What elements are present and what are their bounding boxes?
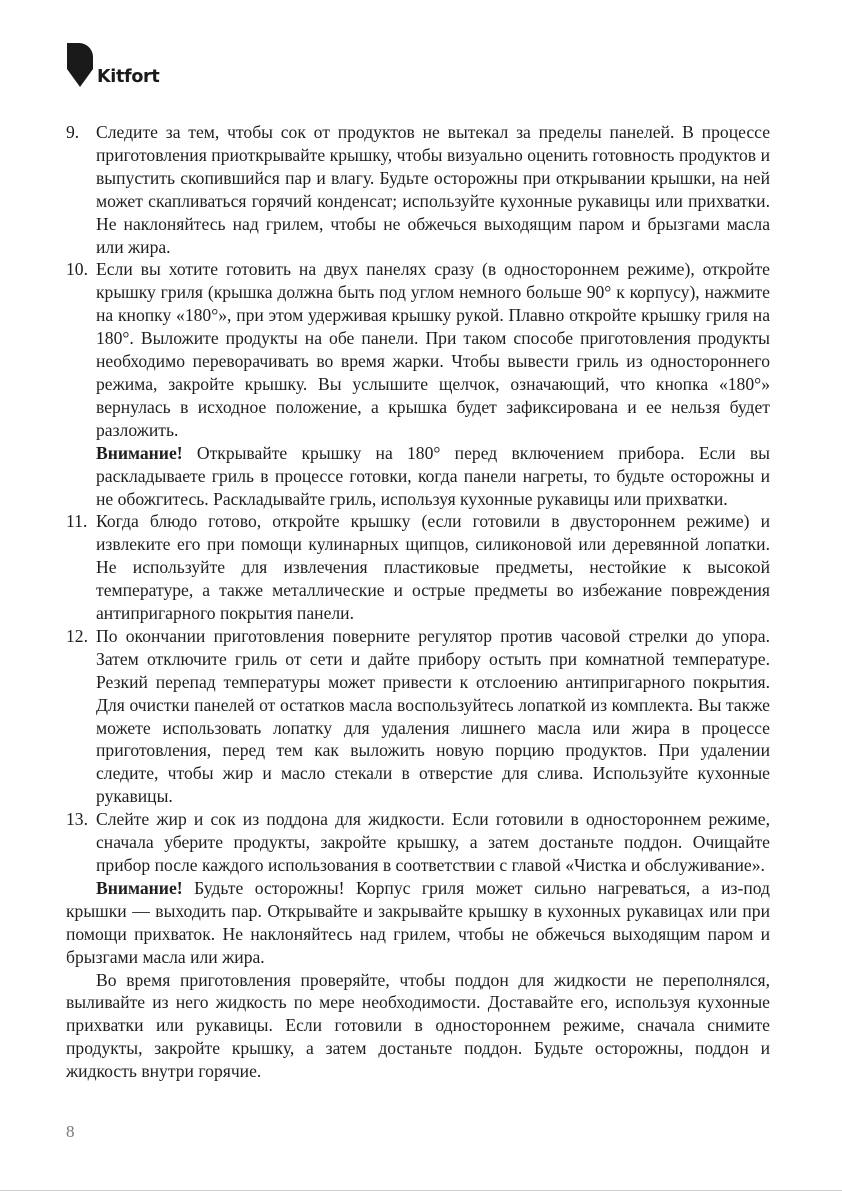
brand-name: Kitfort: [97, 67, 160, 87]
warning-note: [66, 877, 770, 969]
list-item: [66, 258, 770, 441]
brand-logo: [67, 43, 177, 91]
item-text: Когда блюдо готово, откройте крышку (если готовили в двустороннем режиме) и извлеките его при помощи кулинарных щипцов, силиконовой или деревянной лопатки. Не используйте для извлечения пластиковые предметы, нестойкие к высокой температуре, а также металлические и острые предметы во избежание повреждения антипригарного покрытия панели.: [96, 511, 770, 624]
item-text: Следите за тем, чтобы сок от продуктов не вытекал за пределы панелей. В процессе приготовления приоткрывайте крышку, чтобы визуально оценить готовность продуктов и выпустить скопившийся пар и влагу. Будьте осторожны при открывании крышки, на ней может скапливаться горячий конденсат; используйте кухонные рукавицы или прихватки. Не наклоняйтесь над грилем, чтобы не обжечься выходящим паром и брызгами масла или жира.: [96, 122, 770, 257]
page-bottom-divider: [0, 1190, 842, 1191]
warning-text: Открывайте крышку на 180° перед включением прибора. Если вы раскладываете гриль в процессе готовки, когда панели нагреты, то будьте осторожны и не обожгитесь. Раскладывайте гриль, используя кухонные рукавицы или прихватки.: [96, 442, 770, 509]
list-item: [66, 808, 770, 877]
item-number: 10.: [66, 259, 88, 280]
kitfort-logo-icon: [67, 43, 93, 87]
item-number: 13.: [66, 809, 88, 830]
page-number: 8: [66, 1122, 75, 1141]
item-number: 11.: [66, 511, 88, 532]
item-text: Если вы хотите готовить на двух панелях сразу (в одностороннем режиме), откройте крышку гриля (крышка должна быть под углом немного больше 90° к корпусу), нажмите на кнопку «180°», при этом удерживая крышку рукой. Плавно откройте крышку гриля на 180°. Выложите продукты на обе панели. При таком способе приготовления продукты необходимо переворачивать во время жарки. Чтобы вывести гриль из одностороннего режима, закройте крышку. Вы услышите щелчок, означающий, что кнопка «180°» вернулась в исходное положение, а крышка будет зафиксирована и ее нельзя будет разложить.: [96, 259, 770, 440]
item-number: 12.: [66, 625, 88, 646]
final-paragraph: Во время приготовления проверяйте, чтобы поддон для жидкости не переполнялся, выливайте из него жидкость по мере необходимости. Доставайте его, используя кухонные прихватки или рукавицы. Если готовили в одностороннем режиме, сначала снимите продукты, закройте крышку, а затем достаньте поддон. Будьте осторожны, поддон и жидкость внутри горячие.: [66, 969, 770, 1082]
warning-note: [96, 442, 770, 511]
warning-text: Будьте осторожны! Корпус гриля может сильно нагреваться, а из-под крышки — выходить пар. Открывайте и закрывайте крышку в кухонных рукавицах или при помощи прихваток. Не наклоняйтесь над грилем, чтобы не обжечься выходящим паром и брызгами масла или жира.: [66, 877, 770, 967]
item-text: Слейте жир и сок из поддона для жидкости. Если готовили в одностороннем режиме, сначала уберите продукты, закройте крышку, а затем достаньте поддон. Очищайте прибор после каждого использования в соответствии с главой «Чистка и обслуживание».: [96, 809, 770, 875]
item-number: 9.: [66, 122, 80, 142]
warning-label: Внимание!: [96, 442, 183, 463]
list-item: [66, 510, 770, 625]
item-text: По окончании приготовления поверните регулятор против часовой стрелки до упора. Затем отключите гриль от сети и дайте прибору остыть при комнатной температуре. Резкий перепад температуры может привести к отслоению антипригарного покрытия. Для очистки панелей от остатков масла воспользуйтесь лопаткой из комплекта. Вы также можете использовать лопатку для удаления лишнего масла или жира в процессе приготовления, перед тем как выложить новую порцию продуктов. При удалении следите, чтобы жир и масло стекали в отверстие для слива. Используйте кухонные рукавицы.: [96, 625, 770, 807]
list-item: [66, 121, 770, 258]
list-item: [66, 625, 770, 808]
warning-label: Внимание!: [96, 877, 183, 898]
instructions-content: [66, 121, 770, 1083]
